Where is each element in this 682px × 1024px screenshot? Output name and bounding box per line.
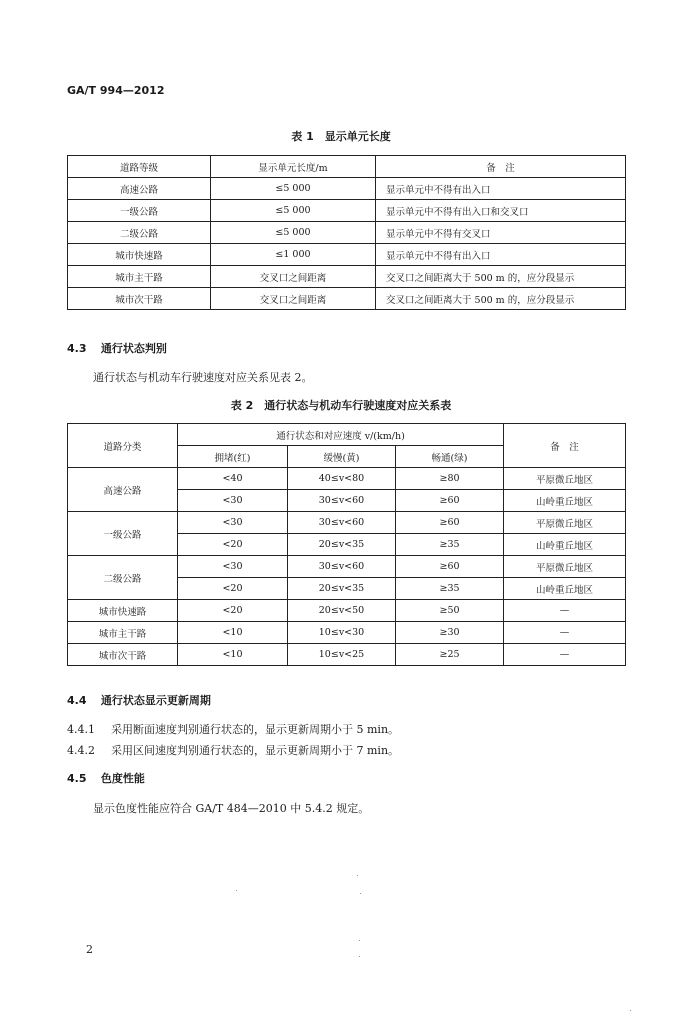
table1-caption: 表 1 显示单元长度 xyxy=(291,130,391,143)
note-cell: 显示单元中不得有出入口 xyxy=(376,178,626,200)
section-title: 通行状态显示更新周期 xyxy=(100,694,211,707)
section-title: 通行状态判别 xyxy=(100,342,167,355)
header-smooth: 畅通(绿) xyxy=(396,446,504,468)
table1 xyxy=(67,155,626,310)
slow-speed-cell: 30≤v<60 xyxy=(288,490,396,512)
note-cell: 显示单元中不得有出入口和交叉口 xyxy=(376,200,626,222)
note-cell: 显示单元中不得有交叉口 xyxy=(376,222,626,244)
section-title: 色度性能 xyxy=(100,772,145,785)
scan-speck xyxy=(357,875,358,876)
section-4-3-text: 通行状态与机动车行驶速度对应关系见表 2。 xyxy=(93,371,313,384)
unit-length-cell: ≤5 000 xyxy=(211,178,376,200)
slow-speed-cell: 40≤v<80 xyxy=(288,468,396,490)
table-row xyxy=(68,468,626,490)
terrain-note-cell: 山岭重丘地区 xyxy=(504,578,626,600)
terrain-note-cell: — xyxy=(504,622,626,644)
standard-header: GA/T 994—2012 xyxy=(67,84,165,97)
unit-length-cell: ≤5 000 xyxy=(211,222,376,244)
section-4-5-heading xyxy=(67,770,145,786)
note-cell: 显示单元中不得有出入口 xyxy=(376,244,626,266)
item-text: 采用断面速度判别通行状态的，显示更新周期小于 5 min。 xyxy=(111,723,400,736)
road-level-cell: 一级公路 xyxy=(68,200,211,222)
table2 xyxy=(67,423,626,666)
item-number: 4.4.2 xyxy=(67,744,95,757)
road-level-cell: 城市主干路 xyxy=(68,266,211,288)
smooth-speed-cell: ≥25 xyxy=(396,644,504,666)
table-row xyxy=(68,512,626,534)
section-number: 4.4 xyxy=(67,694,87,707)
table-header-cell: 备 注 xyxy=(376,156,626,178)
congested-speed-cell: <20 xyxy=(178,534,288,556)
table-row xyxy=(68,288,626,310)
congested-speed-cell: <20 xyxy=(178,578,288,600)
table-row xyxy=(68,244,626,266)
item-4-4-1 xyxy=(67,721,399,737)
table-row xyxy=(68,644,626,666)
smooth-speed-cell: ≥60 xyxy=(396,556,504,578)
section-number: 4.5 xyxy=(67,772,87,785)
header-congested: 拥堵(红) xyxy=(178,446,288,468)
item-4-4-2 xyxy=(67,742,399,758)
unit-length-cell: 交叉口之间距离 xyxy=(211,288,376,310)
congested-speed-cell: <10 xyxy=(178,644,288,666)
scan-speck xyxy=(236,890,237,891)
table-header-row xyxy=(68,156,626,178)
congested-speed-cell: <40 xyxy=(178,468,288,490)
terrain-note-cell: — xyxy=(504,644,626,666)
unit-length-cell: ≤5 000 xyxy=(211,200,376,222)
scan-speck xyxy=(630,1010,631,1011)
header-slow: 缓慢(黄) xyxy=(288,446,396,468)
header-road-type: 道路分类 xyxy=(68,424,178,468)
congested-speed-cell: <30 xyxy=(178,490,288,512)
smooth-speed-cell: ≥60 xyxy=(396,512,504,534)
terrain-note-cell: 平原微丘地区 xyxy=(504,512,626,534)
slow-speed-cell: 30≤v<60 xyxy=(288,512,396,534)
road-type-cell: 城市主干路 xyxy=(68,622,178,644)
section-4-4-heading xyxy=(67,692,211,708)
road-level-cell: 城市快速路 xyxy=(68,244,211,266)
congested-speed-cell: <10 xyxy=(178,622,288,644)
slow-speed-cell: 10≤v<30 xyxy=(288,622,396,644)
section-4-3-heading xyxy=(67,340,167,356)
road-level-cell: 城市次干路 xyxy=(68,288,211,310)
road-type-cell: 城市快速路 xyxy=(68,600,178,622)
table-header-cell: 显示单元长度/m xyxy=(211,156,376,178)
table-header-cell: 道路等级 xyxy=(68,156,211,178)
slow-speed-cell: 10≤v<25 xyxy=(288,644,396,666)
note-cell: 交叉口之间距离大于 500 m 的，应分段显示 xyxy=(376,288,626,310)
table2-caption: 表 2 通行状态与机动车行驶速度对应关系表 xyxy=(230,399,452,412)
header-note: 备 注 xyxy=(504,424,626,468)
note-cell: 交叉口之间距离大于 500 m 的，应分段显示 xyxy=(376,266,626,288)
table-row xyxy=(68,622,626,644)
terrain-note-cell: 山岭重丘地区 xyxy=(504,490,626,512)
road-type-cell: 高速公路 xyxy=(68,468,178,512)
road-level-cell: 高速公路 xyxy=(68,178,211,200)
table-row xyxy=(68,556,626,578)
terrain-note-cell: 平原微丘地区 xyxy=(504,468,626,490)
congested-speed-cell: <30 xyxy=(178,512,288,534)
section-number: 4.3 xyxy=(67,342,87,355)
table-row xyxy=(68,178,626,200)
slow-speed-cell: 20≤v<35 xyxy=(288,534,396,556)
smooth-speed-cell: ≥60 xyxy=(396,490,504,512)
terrain-note-cell: 山岭重丘地区 xyxy=(504,534,626,556)
item-number: 4.4.1 xyxy=(67,723,95,736)
congested-speed-cell: <30 xyxy=(178,556,288,578)
road-level-cell: 二级公路 xyxy=(68,222,211,244)
table-row xyxy=(68,222,626,244)
item-text: 采用区间速度判别通行状态的，显示更新周期小于 7 min。 xyxy=(111,744,400,757)
smooth-speed-cell: ≥35 xyxy=(396,578,504,600)
smooth-speed-cell: ≥30 xyxy=(396,622,504,644)
table-row xyxy=(68,200,626,222)
table-row xyxy=(68,600,626,622)
header-speed: 通行状态和对应速度 v/(km/h) xyxy=(178,424,504,446)
road-type-cell: 城市次干路 xyxy=(68,644,178,666)
smooth-speed-cell: ≥35 xyxy=(396,534,504,556)
slow-speed-cell: 20≤v<50 xyxy=(288,600,396,622)
unit-length-cell: 交叉口之间距离 xyxy=(211,266,376,288)
section-4-5-text: 显示色度性能应符合 GA/T 484—2010 中 5.4.2 规定。 xyxy=(93,802,370,815)
page-number: 2 xyxy=(86,943,93,956)
unit-length-cell: ≤1 000 xyxy=(211,244,376,266)
slow-speed-cell: 30≤v<60 xyxy=(288,556,396,578)
road-type-cell: 二级公路 xyxy=(68,556,178,600)
scan-speck xyxy=(360,893,361,894)
table-row xyxy=(68,266,626,288)
smooth-speed-cell: ≥80 xyxy=(396,468,504,490)
terrain-note-cell: — xyxy=(504,600,626,622)
road-type-cell: 一级公路 xyxy=(68,512,178,556)
congested-speed-cell: <20 xyxy=(178,600,288,622)
terrain-note-cell: 平原微丘地区 xyxy=(504,556,626,578)
scan-speck xyxy=(359,956,360,957)
scan-speck xyxy=(359,940,360,941)
smooth-speed-cell: ≥50 xyxy=(396,600,504,622)
slow-speed-cell: 20≤v<35 xyxy=(288,578,396,600)
